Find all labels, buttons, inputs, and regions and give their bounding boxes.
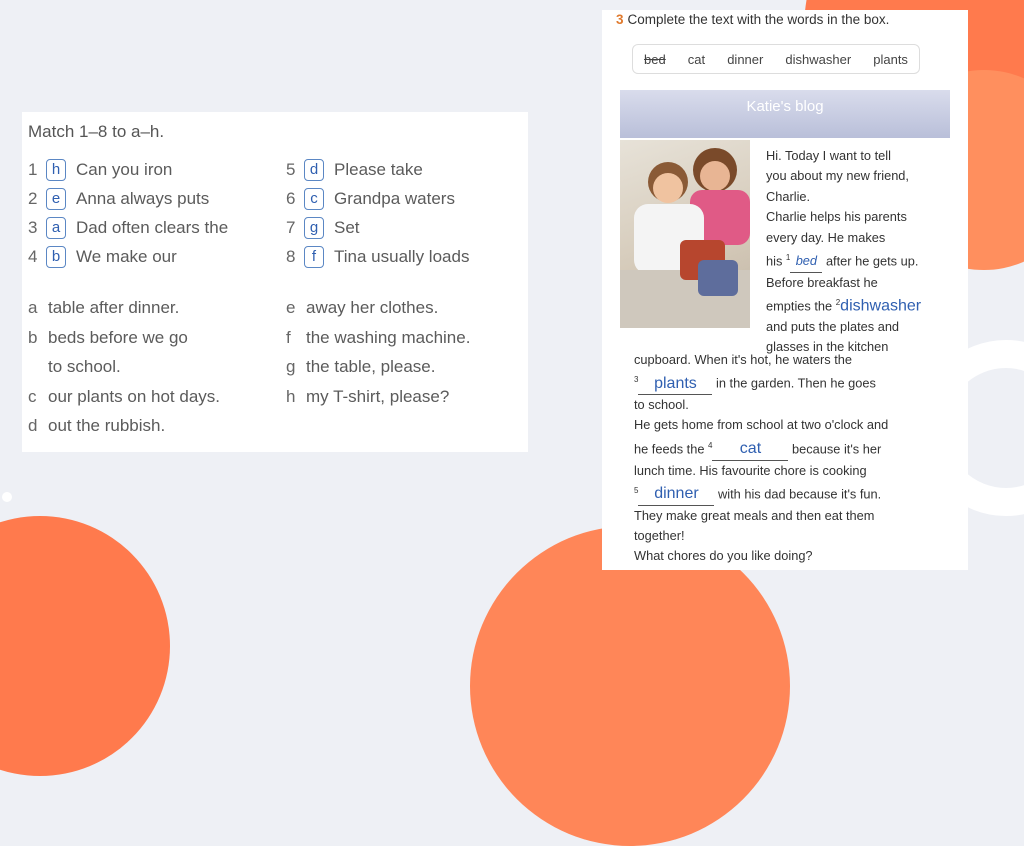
word-chip: bed: [644, 51, 666, 67]
match-option: b beds before we go: [28, 328, 188, 347]
decorative-blob: [470, 526, 790, 846]
blog-paragraph: Hi. Today I want to tell you about my new friend, Charlie. Charlie helps his parents every day. He makes his $^1$ bed after he gets up. Before breakfast he empties the $^2$dishwasher and puts the plates and glasses in the kitchen: [766, 148, 922, 355]
blank-3[interactable]: plants: [638, 374, 712, 395]
word-chip: dishwasher: [785, 51, 852, 67]
answer-box[interactable]: h: [46, 159, 66, 181]
blog-paragraph: cupboard. When it's hot, he waters the $^3$ plants in the garden. Then he goes to school. He gets home from school at two o'clock and he feeds the $^4$ cat because it's her lunch time. His favourite chore is cooking $^5$ dinner with his dad because it's fun. They make great meals and then eat them together! What chores do you like doing?: [634, 352, 889, 564]
blank-5[interactable]: dinner: [638, 484, 714, 505]
decorative-blob: [0, 516, 170, 776]
match-item: 6 c Grandpa waters: [286, 189, 455, 208]
answer-box[interactable]: b: [46, 246, 66, 268]
match-option: h my T-shirt, please?: [286, 387, 450, 406]
exercise-title: 3 Complete the text with the words in the box.: [616, 12, 890, 27]
blog-header: Katie's blog: [620, 90, 950, 138]
answer-box[interactable]: e: [46, 188, 66, 210]
answer-box[interactable]: a: [46, 217, 66, 239]
match-item: 8 f Tina usually loads: [286, 247, 470, 266]
exercise-title: Match 1–8 to a–h.: [28, 122, 165, 141]
match-option: a table after dinner.: [28, 298, 180, 317]
answer-box[interactable]: f: [304, 246, 324, 268]
answer-box[interactable]: g: [304, 217, 324, 239]
word-box: [632, 44, 920, 74]
blank-2[interactable]: dishwasher: [840, 297, 922, 315]
photo-children-chores: [620, 140, 750, 328]
match-item: 7 g Set: [286, 218, 360, 237]
match-option: f the washing machine.: [286, 328, 471, 347]
match-option: e away her clothes.: [286, 298, 439, 317]
match-item: 3 a Dad often clears the: [28, 218, 229, 237]
match-option: c our plants on hot days.: [28, 387, 221, 406]
answer-box[interactable]: d: [304, 159, 324, 181]
word-chip: plants: [873, 51, 908, 67]
match-item: 4 b We make our: [28, 247, 177, 266]
word-chip: dinner: [727, 51, 764, 67]
match-item: 1 h Can you iron: [28, 160, 173, 179]
blank-4[interactable]: cat: [712, 439, 788, 460]
fill-in-exercise-card: [602, 10, 968, 570]
match-item: 5 d Please take: [286, 160, 423, 179]
match-option: d out the rubbish.: [28, 416, 166, 435]
match-option: to school.: [48, 357, 121, 376]
match-option: g the table, please.: [286, 357, 436, 376]
matching-exercise-card: [22, 112, 528, 452]
blank-1[interactable]: bed: [790, 251, 822, 272]
match-item: 2 e Anna always puts: [28, 189, 210, 208]
word-chip: cat: [687, 51, 706, 67]
answer-box[interactable]: c: [304, 188, 324, 210]
decorative-dot: [2, 492, 12, 502]
